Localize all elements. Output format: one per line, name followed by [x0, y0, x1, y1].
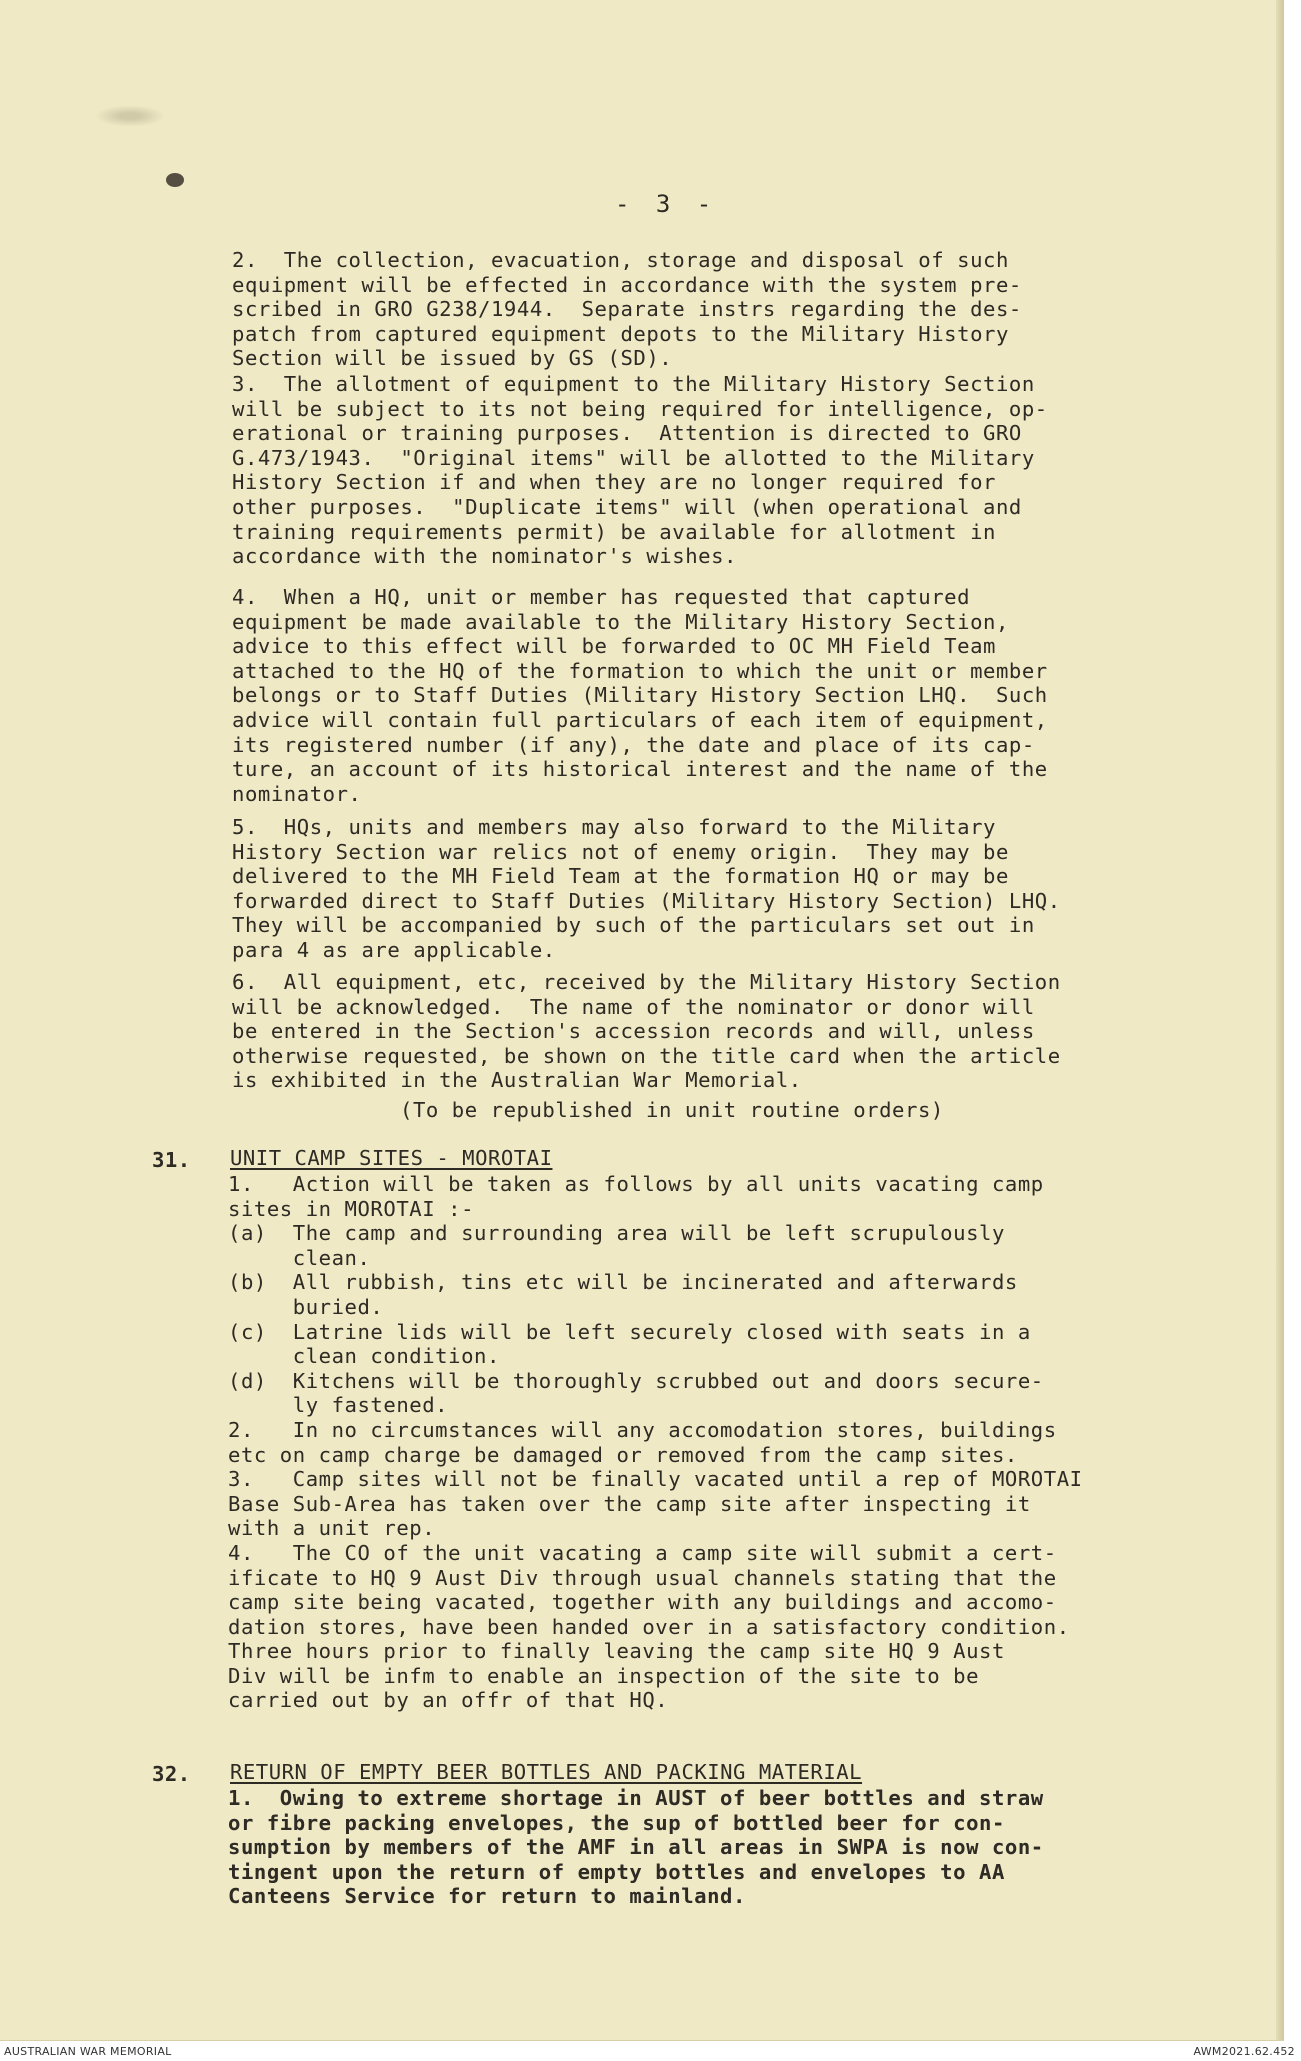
footer-bar — [0, 2043, 1301, 2061]
paragraph-6: 6. All equipment, etc, received by the Military History Section will be acknowledged. The name of the nominator or donor will be entered in the Section's accession records and will, unless otherwise requested, be shown on the title card when the article is exhibited in the Australian War Memorial. — [232, 970, 1061, 1093]
paragraph-2: 2. The collection, evacuation, storage and disposal of such equipment will be effected in accordance with the system pre- scribed in GRO G238/1944. Separate instrs regarding the des- patch from captured equipment depots to the Military History Section will be issued by GS (SD). — [232, 248, 1022, 371]
footer-institution: AUSTRALIAN WAR MEMORIAL — [4, 2045, 172, 2058]
section-31-heading: UNIT CAMP SITES - MOROTAI — [230, 1146, 553, 1170]
ink-blot — [166, 173, 184, 187]
section-31-number: 31. — [152, 1148, 191, 1172]
section-31-body: 1. Action will be taken as follows by all units vacating camp sites in MOROTAI :- (a) The camp and surrounding area will be left scrupulously clean. (b) All rubbish, tins etc will be incinerated and afterwards buried. (c) Latrine lids will be left securely closed with seats in a clean condition. (d) Kitchens will be thoroughly scrubbed out and doors secure- ly fastened. 2. In no circumstances will any accomodation stores, buildings etc on camp charge be damaged or removed from the camp sites. 3. Camp sites will not be finally vacated until a rep of MOROTAI Base Sub-Area has taken over the camp site after inspecting it with a unit rep. 4. The CO of the unit vacating a camp site will submit a cert- ificate to HQ 9 Aust Div through usual channels stating that the camp site being vacated, together with any buildings and accomo- dation stores, have been handed over in a satisfactory condition. Three hours prior to finally leaving the camp site HQ 9 Aust Div will be infm to enable an inspection of the site to be carried out by an offr of that HQ. — [228, 1172, 1083, 1713]
paragraph-4: 4. When a HQ, unit or member has requested that captured equipment be made available to the Military History Section, advice to this effect will be forwarded to OC MH Field Team attached to the HQ of the formation to which the unit or member belongs or to Staff Duties (Military History Section LHQ. Such advice will contain full particulars of each item of equipment, its registered number (if any), the date and place of its cap- ture, an account of its historical interest and the name of the nominator. — [232, 585, 1048, 806]
republish-note: (To be republished in unit routine orders) — [400, 1098, 944, 1122]
paragraph-5: 5. HQs, units and members may also forward to the Military History Section war relics not of enemy origin. They may be delivered to the MH Field Team at the formation HQ or may be forwarded direct to Staff Duties (Military History Section) LHQ. They will be accompanied by such of the particulars set out in para 4 as are applicable. — [232, 815, 1061, 962]
section-32-body: 1. Owing to extreme shortage in AUST of beer bottles and straw or fibre packing envelopes, the sup of bottled beer for con- sumption by members of the AMF in all areas in SWPA is now con- tingent upon the return of empty bottles and envelopes to AA Canteens Service for return to mainland. — [228, 1786, 1044, 1909]
section-32-heading: RETURN OF EMPTY BEER BOTTLES AND PACKING MATERIAL — [230, 1760, 863, 1784]
page-edge-shadow — [1276, 0, 1284, 2040]
ink-smudge — [95, 105, 165, 127]
paragraph-3: 3. The allotment of equipment to the Military History Section will be subject to its not being required for intelligence, op- erational or training purposes. Attention is directed to GRO G.473/1943. "Original items" will be allotted to the Military History Section if and when they are no longer required for other purposes. "Duplicate items" will (when operational and training requirements permit) be available for allotment in accordance with the nominator's wishes. — [232, 372, 1048, 569]
section-32-number: 32. — [152, 1762, 191, 1786]
page-number: - 3 - — [615, 190, 718, 218]
footer-accession-id: AWM2021.62.452 — [1193, 2045, 1295, 2058]
